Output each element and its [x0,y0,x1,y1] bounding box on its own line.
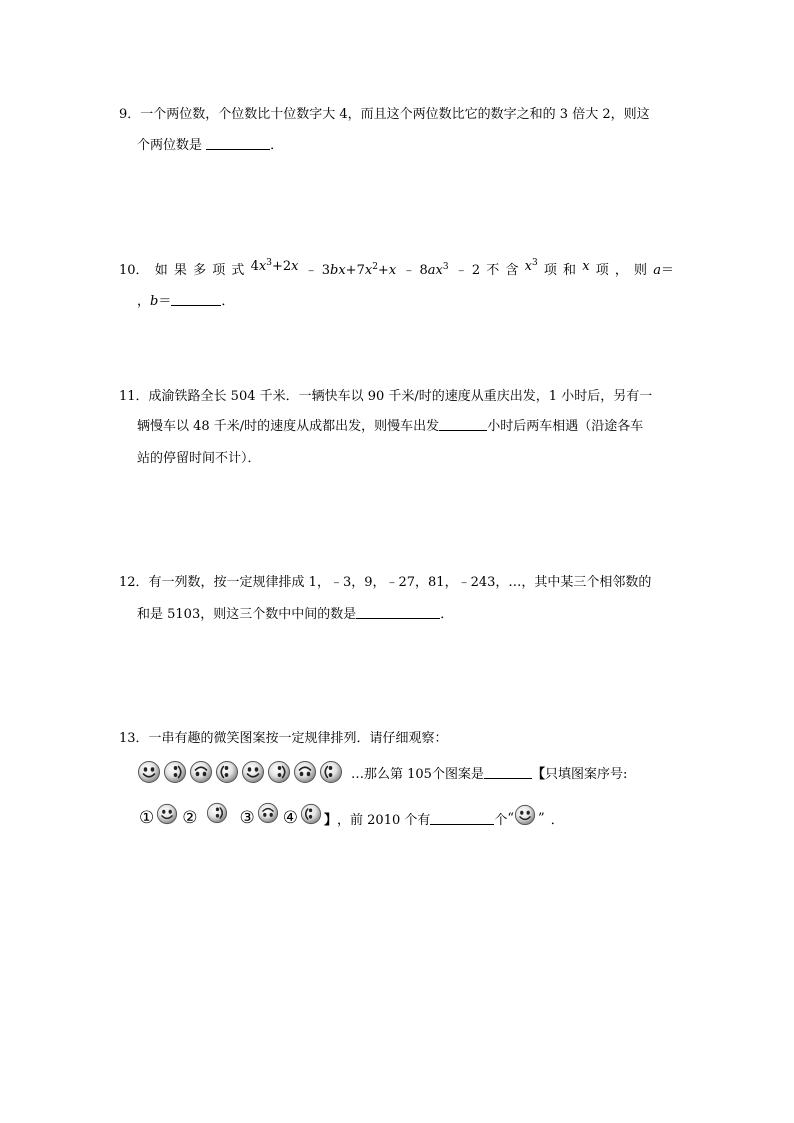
q10-word: 和 [563,263,577,278]
question-9-text: 个两位数是 [137,138,207,153]
smile-face-icon [241,760,265,784]
q10-word: 式 [231,263,245,278]
left-eyes-face-icon [319,760,343,784]
q10-end: ． [221,294,235,309]
question-13-hint: 只填图案序号: [544,766,628,782]
polynomial-term: ﹣ $8ax^3$ [402,262,449,278]
answer-blank-9[interactable] [206,137,270,150]
question-11-text-b: 小时后两车相遇（沿途各车 [487,419,644,434]
q10-equals: ＝ [158,294,172,309]
question-11-line-3: 站的停留时间不计）． [137,451,261,466]
question-9-line-1: 9．一个两位数，个位数比十位数字大 4，而且这个两位数比它的数字之和的 3 倍大 2，则这 [119,107,650,122]
question-13-line-1: 13．一串有趣的微笑图案按一定规律排列．请仔细观察： [119,731,448,746]
question-12-end: ． [440,607,454,622]
q10-number: 10． [119,263,149,278]
question-11-line-1: 11．成渝铁路全长 504 千米．一辆快车以 90 千米/时的速度从重庆出发，1 小时后，另有一 [119,389,653,404]
question-12-text: 和是 5103，则这三个数中中间的数是 [137,607,357,622]
bracket-open: 【 [531,766,545,782]
question-13-tail-unit: 个 [494,812,508,828]
question-12-line-1: 12．有一列数，按一定规律排成 1，﹣3，9，﹣27，81，﹣243，…，其中某三个相邻数的 [119,575,652,590]
smile-face-icon [514,804,536,826]
quote-close: ” [538,810,545,826]
smiley-options-row [137,802,564,834]
q10-word: 多 [193,263,207,278]
q10-word: 项 [212,263,226,278]
polynomial-term: ﹣ $3bx+7x^2+x$ [304,262,397,278]
question-12-line-2 [137,603,453,622]
option-mark-2: ② [182,808,198,828]
smile-face-icon [137,760,161,784]
frown-face-icon [257,802,279,824]
variable-b: b [150,294,159,309]
variable-a-equals: a＝ [653,263,674,278]
right-eyes-face-icon [163,760,187,784]
q10-word: 项 [595,263,609,278]
variable-x-cubed: $x^3$ [524,258,538,274]
q10-word: 则 [634,263,648,278]
smile-face-icon [156,803,178,825]
option-mark-3: ③ [239,808,255,828]
question-11-line-2 [137,415,643,434]
q10-word: 含 [505,263,519,278]
quote-open: “ [507,810,515,826]
variable-x: x [582,259,590,274]
q10-word: ， [614,263,628,278]
answer-blank-13-a[interactable] [484,766,532,779]
left-eyes-face-icon [300,803,322,825]
bracket-close: 】 [324,812,338,828]
question-13-tail: ，前 2010 个有 [337,812,431,828]
question-11-text-a: 辆慢车以 48 千米/时的速度从成都出发，则慢车出发 [137,419,440,434]
option-mark-1: ① [139,808,155,828]
left-eyes-face-icon [215,760,239,784]
smiley-sequence-row [137,758,627,786]
answer-blank-13-b[interactable] [430,812,494,825]
question-9-line-2 [137,134,283,153]
q10-word: 不 [486,263,500,278]
answer-blank-12[interactable] [356,606,440,619]
q10-comma: ， [137,294,151,309]
q10-word: 果 [173,263,187,278]
frown-face-icon [189,760,213,784]
option-mark-4: ④ [282,808,298,828]
frown-face-icon [293,760,317,784]
question-13-end: ． [550,812,564,828]
polynomial-term: ﹣ 2 [454,263,481,278]
right-eyes-face-icon [206,802,228,824]
question-10-line-1 [119,259,674,278]
right-eyes-face-icon [267,760,291,784]
polynomial-expression: $4x^3+2x$ [250,258,299,274]
q10-word: 如 [154,263,168,278]
answer-blank-11[interactable] [439,418,487,431]
question-10-line-2 [137,290,234,309]
q10-word: 项 [543,263,557,278]
question-9-end: ． [270,138,284,153]
answer-blank-10-b[interactable] [171,293,221,306]
question-13-text: …那么第 105个图案是 [351,766,484,782]
